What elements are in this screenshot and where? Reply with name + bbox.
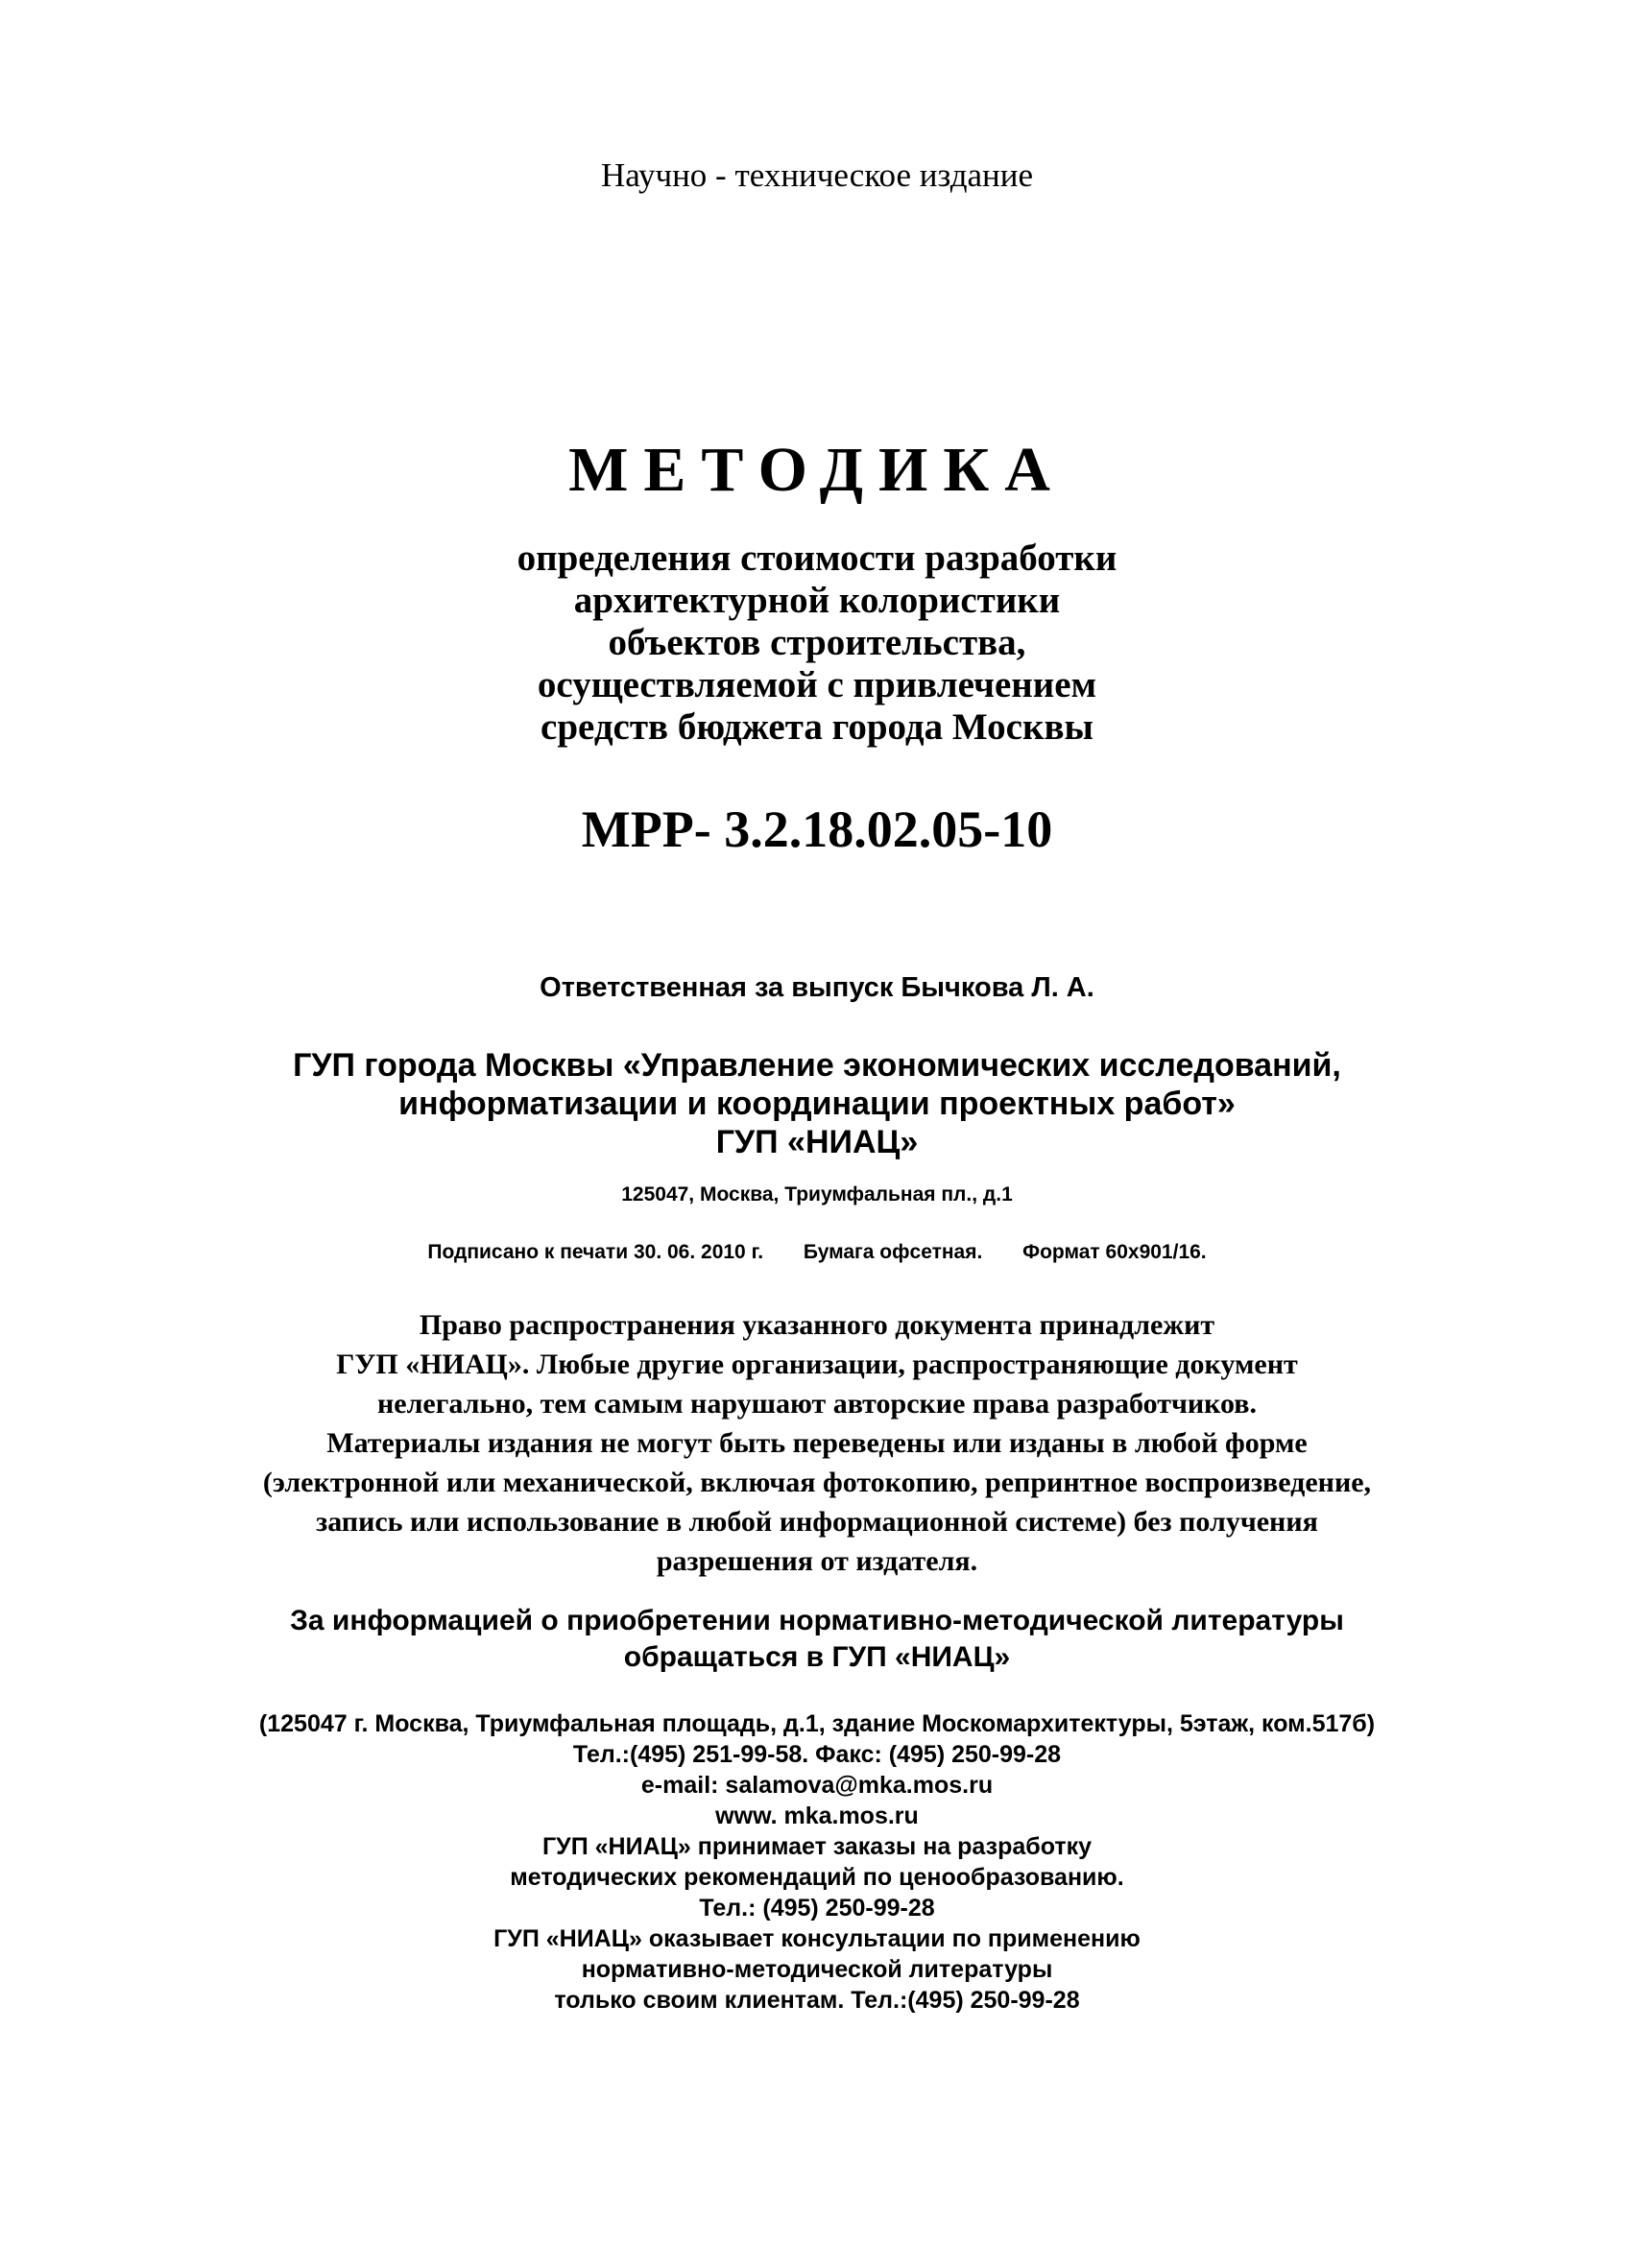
organization-line: ГУП «НИАЦ» <box>715 1124 919 1160</box>
organization-line: информатизации и координации проектных работ» <box>398 1086 1236 1122</box>
info-heading-line: За информацией о приобретении нормативно-методической литературы <box>290 1605 1344 1636</box>
info-heading <box>0 1603 1634 1676</box>
copyright-line: запись или использование в любой информационной системе) без получения <box>316 1506 1318 1538</box>
copyright-line: ГУП «НИАЦ». Любые другие организации, распространяющие документ <box>336 1349 1298 1380</box>
subtitle-line: средств бюджета города Москвы <box>541 706 1093 748</box>
contact-email: e-mail: salamova@mka.mos.ru <box>640 1772 994 1799</box>
contact-line: (125047 г. Москва, Триумфальная площадь, д.1, здание Москомархитектуры, 5этаж, ком.517б) <box>258 1710 1376 1737</box>
publisher-organization <box>0 1046 1634 1161</box>
print-signed-date: Подписано к печати 30. 06. 2010 г. <box>427 1241 764 1263</box>
subtitle-line: определения стоимости разработки <box>517 537 1117 579</box>
document-code: МРР- 3.2.18.02.05-10 <box>581 800 1053 858</box>
edition-type: Научно - техническое издание <box>600 156 1034 194</box>
contact-phone-fax: Тел.:(495) 251-99-58. Факс: (495) 250-99-28 <box>572 1741 1062 1768</box>
organization-line: ГУП города Москвы «Управление экономических исследований, <box>293 1047 1341 1084</box>
contact-line: ГУП «НИАЦ» оказывает консультации по применению <box>493 1925 1141 1952</box>
contact-website: www. mka.mos.ru <box>715 1802 919 1829</box>
copyright-line: Материалы издания не могут быть переведены или изданы в любой форме <box>326 1427 1308 1459</box>
print-paper: Бумага офсетная. <box>803 1241 983 1263</box>
copyright-notice <box>0 1305 1634 1581</box>
subtitle-line: осуществляемой с привлечением <box>537 664 1097 705</box>
contact-line: ГУП «НИАЦ» принимает заказы на разработку <box>542 1833 1092 1860</box>
copyright-line: (электронной или механической, включая фотокопию, репринтное воспроизведение, <box>262 1467 1372 1498</box>
document-subtitle <box>0 537 1634 749</box>
contact-phone: Тел.: (495) 250-99-28 <box>699 1895 935 1922</box>
contact-line: только своим клиентам. Тел.:(495) 250-99-28 <box>554 1987 1080 2014</box>
responsible-person: Ответственная за выпуск Бычкова Л. А. <box>540 972 1094 1003</box>
copyright-line: Право распространения указанного документа принадлежит <box>419 1309 1215 1341</box>
document-title: МЕТОДИКА <box>568 435 1066 505</box>
print-info <box>0 1238 1634 1267</box>
contact-line: методических рекомендаций по ценообразованию. <box>510 1864 1124 1891</box>
copyright-line: нелегально, тем самым нарушают авторские права разработчиков. <box>376 1388 1257 1420</box>
copyright-line: разрешения от издателя. <box>656 1545 978 1577</box>
subtitle-line: архитектурной колористики <box>573 580 1061 621</box>
contact-info <box>0 1708 1634 2016</box>
publisher-address: 125047, Москва, Триумфальная пл., д.1 <box>621 1183 1013 1206</box>
info-heading-line: обращаться в ГУП «НИАЦ» <box>623 1641 1011 1673</box>
print-format: Формат 60x901/16. <box>1022 1241 1207 1263</box>
contact-line: нормативно-методической литературы <box>581 1956 1053 1983</box>
subtitle-line: объектов строительства, <box>608 622 1026 663</box>
